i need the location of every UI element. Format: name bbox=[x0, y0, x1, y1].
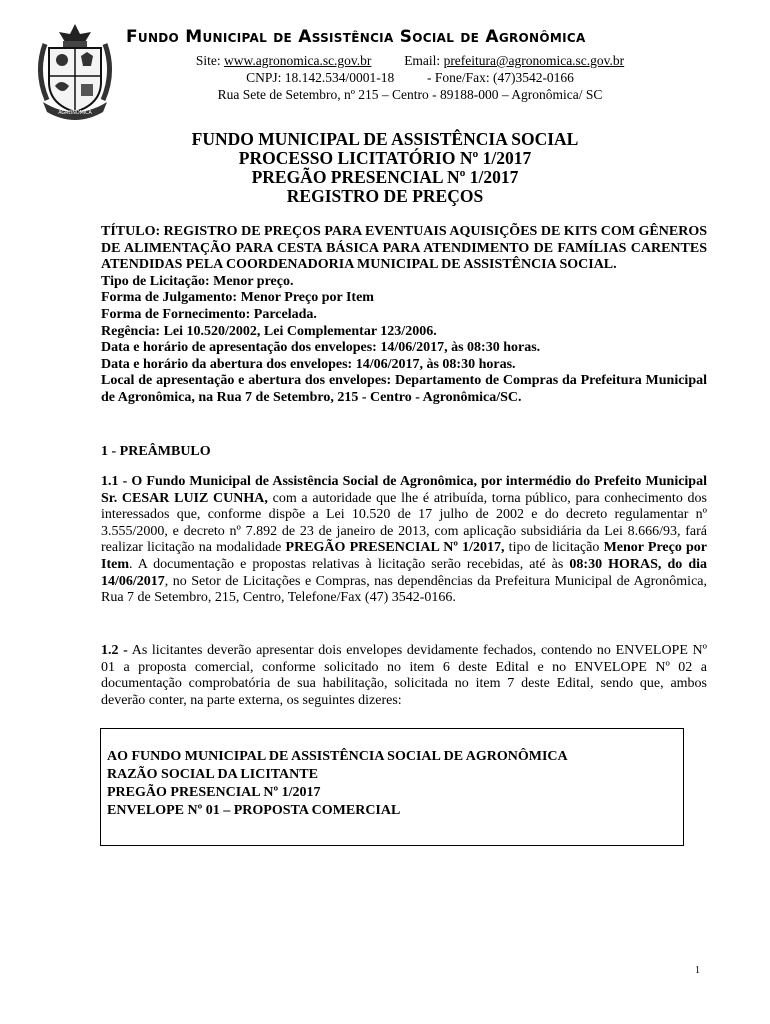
envelope-label-box bbox=[100, 728, 684, 846]
summary-fornecimento: Forma de Fornecimento: Parcelada. bbox=[101, 306, 317, 322]
summary-abertura: Data e horário da abertura dos envelopes: 14/06/2017, às 08:30 horas. bbox=[101, 356, 516, 372]
summary-apresentacao: Data e horário de apresentação dos envelopes: 14/06/2017, às 08:30 horas. bbox=[101, 340, 541, 356]
p1-modalidade: PREGÃO PRESENCIAL Nº 1/2017, bbox=[285, 540, 505, 556]
p1-text-a: com a autoridade que lhe é atribuída, torna público, para conhecimento dos interessados que, conforme dispõe a Lei 10.520 de 17 julho de 2002 e do decreto regulamentar nº 3.555/2000, e decreto nº 7.892 de 23 de janeiro de 2013, com aplicação subsidiária da Lei 8.666/93, fará realizar licitação na modalidade bbox=[101, 490, 707, 556]
email-label: Email: bbox=[404, 53, 444, 68]
site-label: Site: bbox=[195, 53, 224, 68]
site-link[interactable]: www.agronomica.sc.gov.br bbox=[223, 53, 372, 68]
address-line: Rua Sete de Setembro, nº 215 – Centro - 89188-000 – Agronômica/ SC bbox=[217, 87, 603, 102]
p1-text-b: tipo de licitação bbox=[504, 540, 604, 556]
title-line-process: PROCESSO LICITATÓRIO Nº 1/2017 bbox=[238, 148, 532, 168]
title-line-pregao: PREGÃO PRESENCIAL Nº 1/2017 bbox=[251, 167, 519, 187]
section-heading-preambulo: 1 - PREÂMBULO bbox=[101, 444, 211, 459]
p1-data: 08:30 HORAS, do dia 14/06/2017 bbox=[101, 556, 707, 589]
title-line-fund: FUNDO MUNICIPAL DE ASSISTÊNCIA SOCIAL bbox=[191, 129, 579, 149]
summary-block bbox=[101, 224, 707, 407]
summary-local: Local de apresentação e abertura dos envelopes: Departamento de Compras da Prefeitura Municipal de Agronômica, na Rua 7 de Setembro, 215 - Centro - Agronômica/SC. bbox=[101, 373, 707, 405]
municipal-coat-of-arms-icon bbox=[33, 22, 117, 122]
org-name-header: Fundo Municipal de Assistência Social de Agronômica bbox=[126, 27, 586, 47]
contact-line-web bbox=[150, 53, 670, 69]
email-link[interactable]: prefeitura@agronomica.sc.gov.br bbox=[443, 53, 625, 68]
contact-line-cnpj bbox=[150, 70, 670, 86]
p2-number: 1.2 - bbox=[101, 643, 128, 658]
envelope-line-number: ENVELOPE Nº 01 – PROPOSTA COMERCIAL bbox=[107, 803, 401, 818]
title-line-registro: REGISTRO DE PREÇOS bbox=[286, 186, 484, 206]
p1-intro: 1.1 - O Fundo Municipal de Assistência Social de Agronômica, por intermédio do Prefeito Municipal Sr. CESAR LUIZ CUNHA, bbox=[101, 474, 707, 506]
phone: - Fone/Fax: (47)3542-0166 bbox=[426, 70, 574, 85]
cnpj: CNPJ: 18.142.534/0001-18 bbox=[246, 70, 395, 85]
page-number: 1 bbox=[695, 965, 700, 976]
summary-regencia: Regência: Lei 10.520/2002, Lei Complementar 123/2006. bbox=[101, 323, 437, 339]
summary-tipo: Tipo de Licitação: Menor preço. bbox=[101, 273, 294, 289]
p2-text: As licitantes deverão apresentar dois envelopes devidamente fechados, contendo no ENVELOPE Nº 01 a proposta comercial, conforme solicitado no item 6 deste Edital e no ENVELOPE Nº 02 a documentação comprobatória de sua habilitação, solicitada no item 7 deste Edital, sendo que, ambos deverão conter, na parte externa, os seguintes dizeres: bbox=[101, 643, 707, 708]
summary-title: TÍTULO: REGISTRO DE PREÇOS PARA EVENTUAIS AQUISIÇÕES DE KITS COM GÊNEROS DE ALIMENTAÇÃO PARA CESTA BÁSICA PARA ATENDIMENTO DE FAMÍLIAS CARENTES ATENDIDAS PELA COORDENADORIA MUNICIPAL DE ASSISTÊNCIA SOCIAL. bbox=[101, 224, 707, 273]
envelope-line-company: RAZÃO SOCIAL DA LICITANTE bbox=[107, 767, 318, 782]
paragraph-1-1 bbox=[101, 474, 707, 607]
document-titles bbox=[0, 130, 770, 206]
p1-tipo: Menor Preço por Item bbox=[101, 540, 707, 572]
p1-text-d: , no Setor de Licitações e Compras, nas dependências da Prefeitura Municipal de Agronômica, Rua 7 de Setembro, 215, Centro, Telefone/Fax (47) 3542-0166. bbox=[101, 573, 707, 606]
paragraph-1-2 bbox=[101, 643, 707, 709]
p1-text-c: . A documentação e propostas relativas à licitação serão recebidas, até às bbox=[129, 556, 570, 572]
summary-julgamento: Forma de Julgamento: Menor Preço por Item bbox=[101, 290, 374, 306]
envelope-line-recipient: AO FUNDO MUNICIPAL DE ASSISTÊNCIA SOCIAL DE AGRONÔMICA bbox=[107, 749, 568, 764]
seal-text: AGRONÔMICA bbox=[58, 111, 92, 116]
envelope-line-pregao: PREGÃO PRESENCIAL Nº 1/2017 bbox=[107, 785, 321, 800]
